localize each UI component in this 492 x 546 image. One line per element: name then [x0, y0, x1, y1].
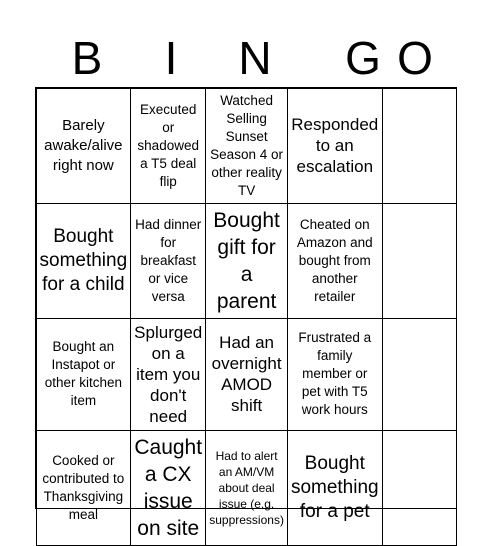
- bingo-cell[interactable]: [205, 88, 288, 204]
- cell-text: Splurged on a item you don't need: [134, 322, 203, 426]
- bingo-cell[interactable]: [130, 203, 206, 319]
- bingo-cell[interactable]: [36, 318, 132, 431]
- bingo-cell[interactable]: [205, 318, 288, 431]
- cell-text: Bought something for a pet: [290, 452, 379, 522]
- bingo-cell[interactable]: [287, 318, 383, 431]
- bingo-cell[interactable]: [130, 88, 206, 204]
- bingo-cell[interactable]: [130, 430, 206, 546]
- cell-text: Bought an Instapot or other kitchen item: [44, 339, 122, 408]
- bingo-cell[interactable]: [36, 430, 132, 546]
- cell-text: Had an overnight AMOD shift: [211, 333, 282, 415]
- bingo-board: [35, 87, 457, 540]
- bingo-cell[interactable]: [36, 203, 132, 319]
- bingo-cell[interactable]: [382, 318, 457, 431]
- bingo-cell[interactable]: [382, 203, 457, 319]
- cell-text: Frustrated a family member or pet with T5 work hours: [298, 330, 372, 417]
- bingo-cell[interactable]: [205, 203, 288, 319]
- bingo-cell[interactable]: [287, 203, 383, 319]
- header-letter-n: N: [238, 32, 272, 84]
- bingo-header: [35, 28, 457, 88]
- cell-text: Had to alert an AM/VM about deal issue (e.g. suppressions): [209, 448, 284, 527]
- cell-text: Caught a CX issue on site: [134, 435, 203, 540]
- cell-text: Watched Selling Sunset Season 4 or other reality TV: [210, 92, 283, 198]
- bingo-cell[interactable]: [287, 88, 383, 204]
- header-letter-b: B: [71, 32, 103, 84]
- cell-text: Bought something for a child: [39, 225, 128, 295]
- bingo-cell[interactable]: [36, 88, 132, 204]
- header-letter-g: G: [345, 32, 381, 84]
- cell-text: Barely awake/alive right now: [44, 116, 123, 174]
- cell-text: Executed or shadowed a T5 deal flip: [137, 101, 199, 189]
- bingo-cell[interactable]: [382, 88, 457, 204]
- bingo-cell[interactable]: [382, 430, 457, 546]
- cell-text: Bought gift for a parent: [213, 208, 280, 313]
- bingo-cell[interactable]: [130, 318, 206, 431]
- header-letter-o: O: [397, 32, 433, 84]
- cell-text: Cheated on Amazon and bought from another retailer: [296, 216, 373, 304]
- bingo-cell[interactable]: [205, 430, 288, 546]
- cell-text: Had dinner for breakfast or vice versa: [135, 216, 202, 304]
- bingo-cell[interactable]: [287, 430, 383, 546]
- header-letter-i: I: [164, 32, 178, 84]
- cell-text: Cooked or contributed to Thanksgiving meal: [42, 452, 125, 522]
- cell-text: Responded to an escalation: [291, 115, 379, 176]
